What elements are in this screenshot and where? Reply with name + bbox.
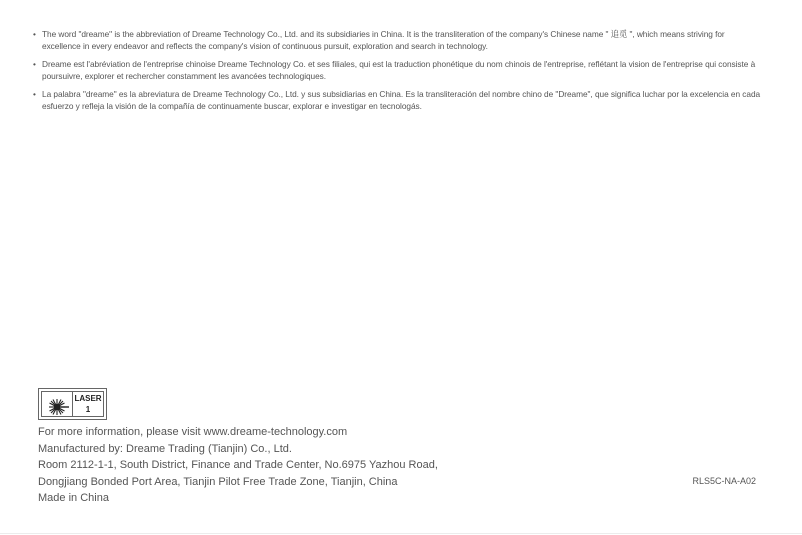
note-text: La palabra "dreame" es la abreviatura de Dreame Technology Co., Ltd. y sus subsidiarias en China. Es la transliteración del nombre chino de "Dreame", que significa luchar por la excelencia en cada esfuerzo y refleja la visión de la compañía de continuamente buscar, explorar e investigar en tecnologás.: [42, 89, 761, 111]
bullet: •: [33, 59, 36, 69]
laser-class-label: [38, 388, 107, 420]
info-origin: Made in China: [38, 492, 109, 504]
laser-hazard-icon: [42, 392, 73, 416]
bullet: •: [33, 89, 36, 99]
info-manufacturer: Manufactured by: Dreame Trading (Tianjin) Co., Ltd.: [38, 442, 292, 455]
info-address-line2: Dongjiang Bonded Port Area, Tianjin Pilot Free Trade Zone, Tianjin, China: [38, 475, 398, 488]
bottom-divider: [0, 533, 802, 534]
note-spanish: [33, 88, 763, 112]
laser-label-text: LASER: [74, 394, 102, 403]
brand-notes: [33, 28, 763, 118]
laser-class-number: 1: [85, 405, 91, 414]
note-text: The word "dreame" is the abbreviation of Dreame Technology Co., Ltd. and its subsidiaries in China. It is the transliteration of the company's Chinese name " 追觅 ", which means striving for excellence in every endeavor and reflects the company's vision of continuous pursuit, exploration and search in technology.: [42, 29, 725, 51]
note-french: [33, 58, 763, 82]
bullet: •: [33, 29, 36, 39]
manufacturer-info: [38, 424, 438, 507]
note-english: [33, 28, 763, 52]
info-website: For more information, please visit www.dreame-technology.com: [38, 426, 348, 438]
note-text: Dreame est l'abréviation de l'entreprise chinoise Dreame Technology Co. et ses filiales, qui est la traduction phonétique du nom chinois de l'entreprise, reflétant la vision de l'entreprise qui consiste à poursuivre, explorer et rechercher constamment les avancées technologiques.: [42, 59, 756, 81]
info-address-line1: Room 2112-1-1, South District, Finance and Trade Center, No.6975 Yazhou Road,: [38, 459, 438, 471]
document-code: RLS5C-NA-A02: [692, 476, 756, 486]
